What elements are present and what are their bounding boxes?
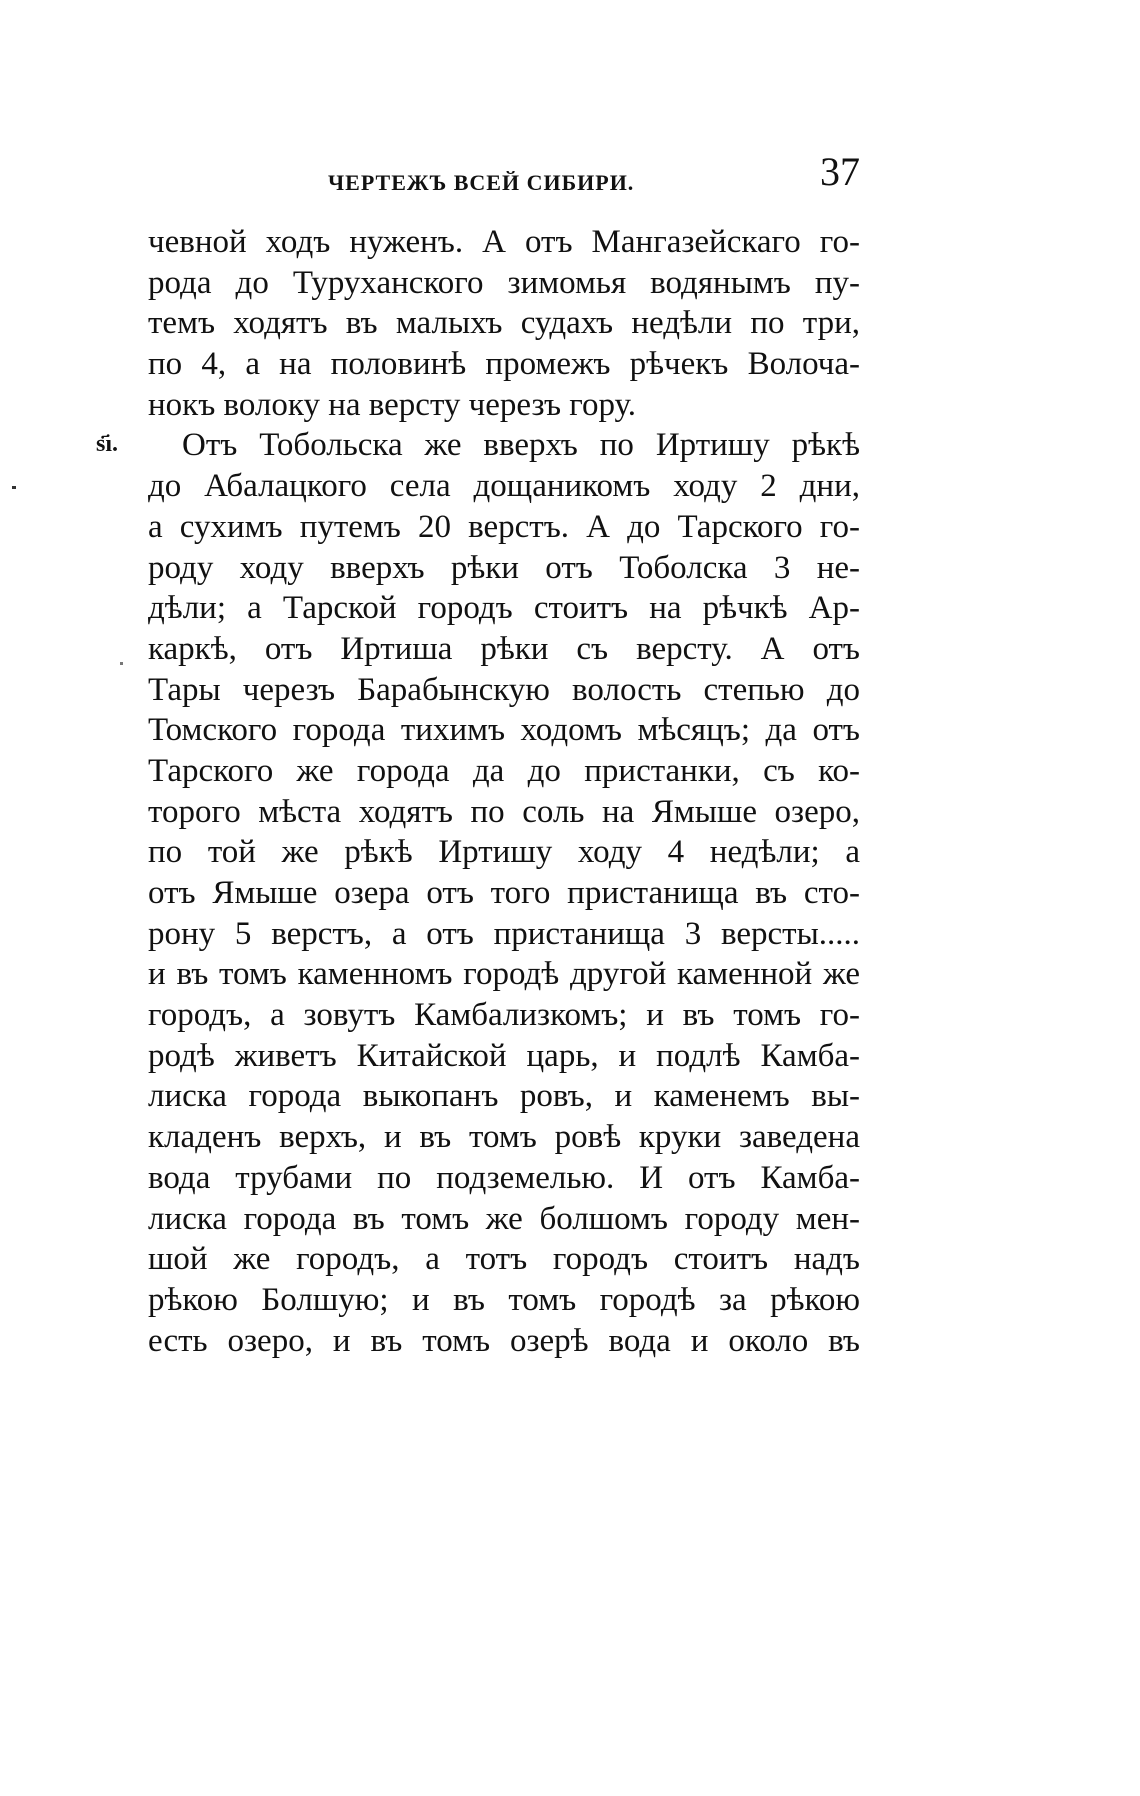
margin-mark bbox=[12, 486, 16, 489]
text-line: а сухимъ путемъ 20 верстъ. А до Тарского го- bbox=[148, 508, 860, 545]
text-line: лиска города выкопанъ ровъ, и каменемъ вы- bbox=[148, 1078, 860, 1115]
text-line: Томского города тихимъ ходомъ мѣсяцъ; да отъ bbox=[148, 712, 860, 749]
scan-dot bbox=[120, 662, 123, 665]
text-line: роду ходу вверхъ рѣки отъ Тоболска 3 не- bbox=[148, 549, 860, 586]
text-line: и въ томъ каменномъ городѣ другой каменной же bbox=[148, 956, 860, 993]
text-line: темъ ходятъ въ малыхъ судахъ недѣли по три, bbox=[148, 305, 860, 342]
text-line: каркѣ, отъ Иртиша рѣки съ версту. А отъ bbox=[148, 630, 860, 667]
text-line: родѣ живетъ Китайской царь, и подлѣ Камба- bbox=[148, 1037, 860, 1074]
text-line: дѣли; а Тарской городъ стоитъ на рѣчкѣ Ар- bbox=[148, 590, 860, 627]
text-line: отъ Ямыше озера отъ того пристанища въ сто- bbox=[148, 875, 860, 911]
page-number: 37 bbox=[820, 149, 860, 194]
text-line: чевной ходъ нуженъ. А отъ Мангазейскаго го- bbox=[148, 224, 860, 260]
text-line: Отъ Тобольска же вверхъ по Иртишу рѣкѣ bbox=[182, 427, 860, 464]
text-line: рода до Туруханского зимомья водянымъ пу- bbox=[148, 264, 860, 301]
text-line: вода трубами по подземелью. И отъ Камба- bbox=[148, 1159, 860, 1196]
text-line: лиска города въ томъ же болшомъ городу мен- bbox=[148, 1200, 860, 1237]
running-title: ЧЕРТЕЖЪ ВСЕЙ СИБИРИ. bbox=[328, 170, 635, 195]
text-line: торого мѣста ходятъ по соль на Ямыше озеро, bbox=[148, 793, 860, 830]
text-line: городъ, а зовутъ Камбализкомъ; и въ томъ го- bbox=[148, 997, 860, 1034]
text-line: Тары черезъ Барабынскую волость степью до bbox=[148, 671, 860, 708]
text-line: рону 5 верстъ, а отъ пристанища 3 версты..... bbox=[148, 915, 860, 952]
running-head bbox=[148, 149, 860, 212]
text-line: по 4, а на половинѣ промежъ рѣчекъ Волоча- bbox=[148, 346, 860, 383]
text-line: шой же городъ, а тотъ городъ стоитъ надъ bbox=[148, 1241, 860, 1278]
text-line: кладенъ верхъ, и въ томъ ровѣ круки заведена bbox=[148, 1119, 860, 1156]
text-line: по той же рѣкѣ Иртишу ходу 4 недѣли; а bbox=[148, 834, 860, 871]
text-line: рѣкою Болшую; и въ томъ городѣ за рѣкою bbox=[148, 1281, 860, 1318]
text-line: есть озеро, и въ томъ озерѣ вода и около въ bbox=[148, 1322, 860, 1359]
body-text bbox=[148, 222, 860, 1361]
text-line: нокъ волоку на версту черезъ гору. bbox=[148, 386, 636, 423]
text-line: до Абалацкого села дощаникомъ ходу 2 дни, bbox=[148, 468, 860, 505]
text-line: Тарского же города да до пристанки, съ ко- bbox=[148, 752, 860, 789]
section-marker: ѕ҃ı. bbox=[96, 431, 119, 457]
